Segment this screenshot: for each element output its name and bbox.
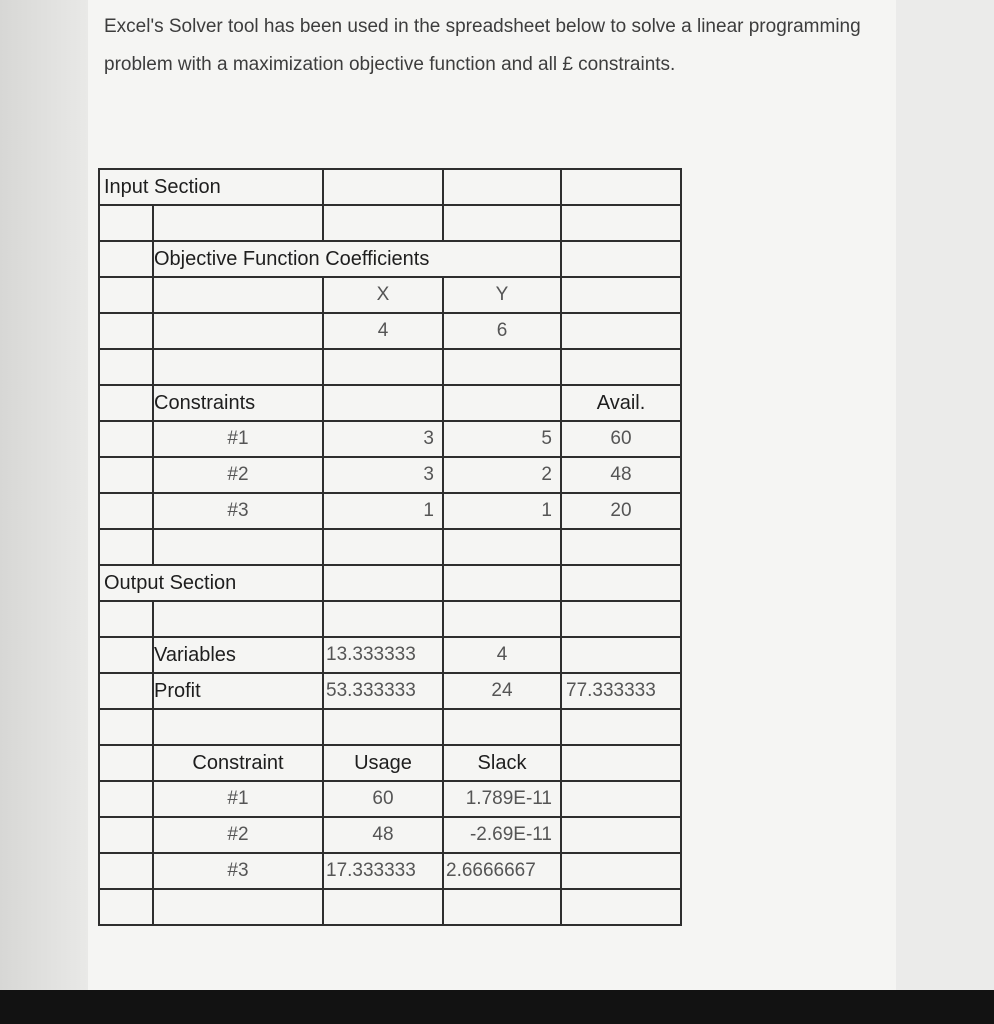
cell (323, 889, 443, 925)
constraint-y: 1 (443, 493, 561, 529)
table-row (99, 205, 681, 241)
cell (561, 349, 681, 385)
cell (99, 601, 153, 637)
constraint-x: 3 (323, 457, 443, 493)
profit-total: 77.333333 (561, 673, 681, 709)
coef-y: 6 (443, 313, 561, 349)
table-row (99, 241, 681, 277)
cell (323, 709, 443, 745)
table-row (99, 673, 681, 709)
constraint-y: 5 (443, 421, 561, 457)
cell (99, 889, 153, 925)
cell (561, 529, 681, 565)
cell (153, 313, 323, 349)
cell (443, 169, 561, 205)
cell (561, 205, 681, 241)
cell (99, 493, 153, 529)
cell (99, 817, 153, 853)
cell (99, 313, 153, 349)
var-y-header: Y (443, 277, 561, 313)
table-row (99, 565, 681, 601)
table-row (99, 349, 681, 385)
question-text: Excel's Solver tool has been used in the spreadsheet below to solve a linear programming problem with a maximization objective function and all £ constraints. (104, 16, 861, 75)
var-y-value: 4 (443, 637, 561, 673)
table-row (99, 493, 681, 529)
constraint-name: #2 (153, 457, 323, 493)
cell (561, 889, 681, 925)
table-row (99, 457, 681, 493)
cell (99, 421, 153, 457)
cell (561, 817, 681, 853)
cell (99, 205, 153, 241)
cell (443, 385, 561, 421)
constraint-x: 1 (323, 493, 443, 529)
cell (99, 781, 153, 817)
cell (561, 709, 681, 745)
cell (99, 457, 153, 493)
objective-coefficients-label: Objective Function Coefficients (153, 241, 561, 277)
table-row (99, 313, 681, 349)
profit-y: 24 (443, 673, 561, 709)
cell (99, 673, 153, 709)
cell (99, 241, 153, 277)
avail-label: Avail. (561, 385, 681, 421)
output-constraint-name: #3 (153, 853, 323, 889)
cell (323, 529, 443, 565)
cell (443, 709, 561, 745)
cell (153, 601, 323, 637)
cell (323, 565, 443, 601)
cell (561, 781, 681, 817)
cell (323, 385, 443, 421)
screen-bezel (0, 990, 994, 1024)
cell (443, 889, 561, 925)
output-usage: 60 (323, 781, 443, 817)
constraint-avail: 20 (561, 493, 681, 529)
output-constraint-name: #2 (153, 817, 323, 853)
constraint-avail: 48 (561, 457, 681, 493)
cell (443, 205, 561, 241)
table-row (99, 637, 681, 673)
cell (99, 853, 153, 889)
cell (443, 349, 561, 385)
table-row (99, 277, 681, 313)
cell (99, 745, 153, 781)
var-x-value: 13.333333 (323, 637, 443, 673)
background-edge (0, 0, 88, 990)
cell (561, 277, 681, 313)
cell (561, 169, 681, 205)
constraint-avail: 60 (561, 421, 681, 457)
table-row (99, 421, 681, 457)
profit-label: Profit (153, 673, 323, 709)
cell (153, 205, 323, 241)
constraint-y: 2 (443, 457, 561, 493)
cell (323, 601, 443, 637)
cell (99, 529, 153, 565)
table-row (99, 745, 681, 781)
cell (443, 529, 561, 565)
cell (561, 853, 681, 889)
spreadsheet-table (98, 168, 682, 926)
cell (443, 601, 561, 637)
slack-header: Slack (443, 745, 561, 781)
coef-x: 4 (323, 313, 443, 349)
output-usage: 48 (323, 817, 443, 853)
cell (323, 169, 443, 205)
table-row (99, 709, 681, 745)
constraint-name: #3 (153, 493, 323, 529)
table-row (99, 169, 681, 205)
variables-label: Variables (153, 637, 323, 673)
table-row (99, 529, 681, 565)
cell (443, 565, 561, 601)
cell (323, 349, 443, 385)
cell (153, 277, 323, 313)
output-slack: -2.69E-11 (443, 817, 561, 853)
cell (561, 565, 681, 601)
table-row (99, 385, 681, 421)
cell (99, 385, 153, 421)
cell (99, 637, 153, 673)
constraint-x: 3 (323, 421, 443, 457)
input-section-label: Input Section (99, 169, 323, 205)
usage-header: Usage (323, 745, 443, 781)
profit-x: 53.333333 (323, 673, 443, 709)
page-margin (896, 0, 994, 990)
cell (99, 349, 153, 385)
output-usage: 17.333333 (323, 853, 443, 889)
output-slack: 2.6666667 (443, 853, 561, 889)
cell (99, 277, 153, 313)
cell (561, 241, 681, 277)
cell (99, 709, 153, 745)
cell (153, 709, 323, 745)
var-x-header: X (323, 277, 443, 313)
cell (561, 601, 681, 637)
cell (323, 205, 443, 241)
constraint-name: #1 (153, 421, 323, 457)
table-row (99, 601, 681, 637)
output-constraint-name: #1 (153, 781, 323, 817)
cell (561, 745, 681, 781)
table-row (99, 781, 681, 817)
table-row (99, 853, 681, 889)
cell (153, 529, 323, 565)
constraints-label: Constraints (153, 385, 323, 421)
cell (561, 637, 681, 673)
table-row (99, 817, 681, 853)
table-row (99, 889, 681, 925)
output-section-label: Output Section (99, 565, 323, 601)
cell (153, 349, 323, 385)
cell (561, 313, 681, 349)
cell (153, 889, 323, 925)
constraint-header: Constraint (153, 745, 323, 781)
output-slack: 1.789E-11 (443, 781, 561, 817)
